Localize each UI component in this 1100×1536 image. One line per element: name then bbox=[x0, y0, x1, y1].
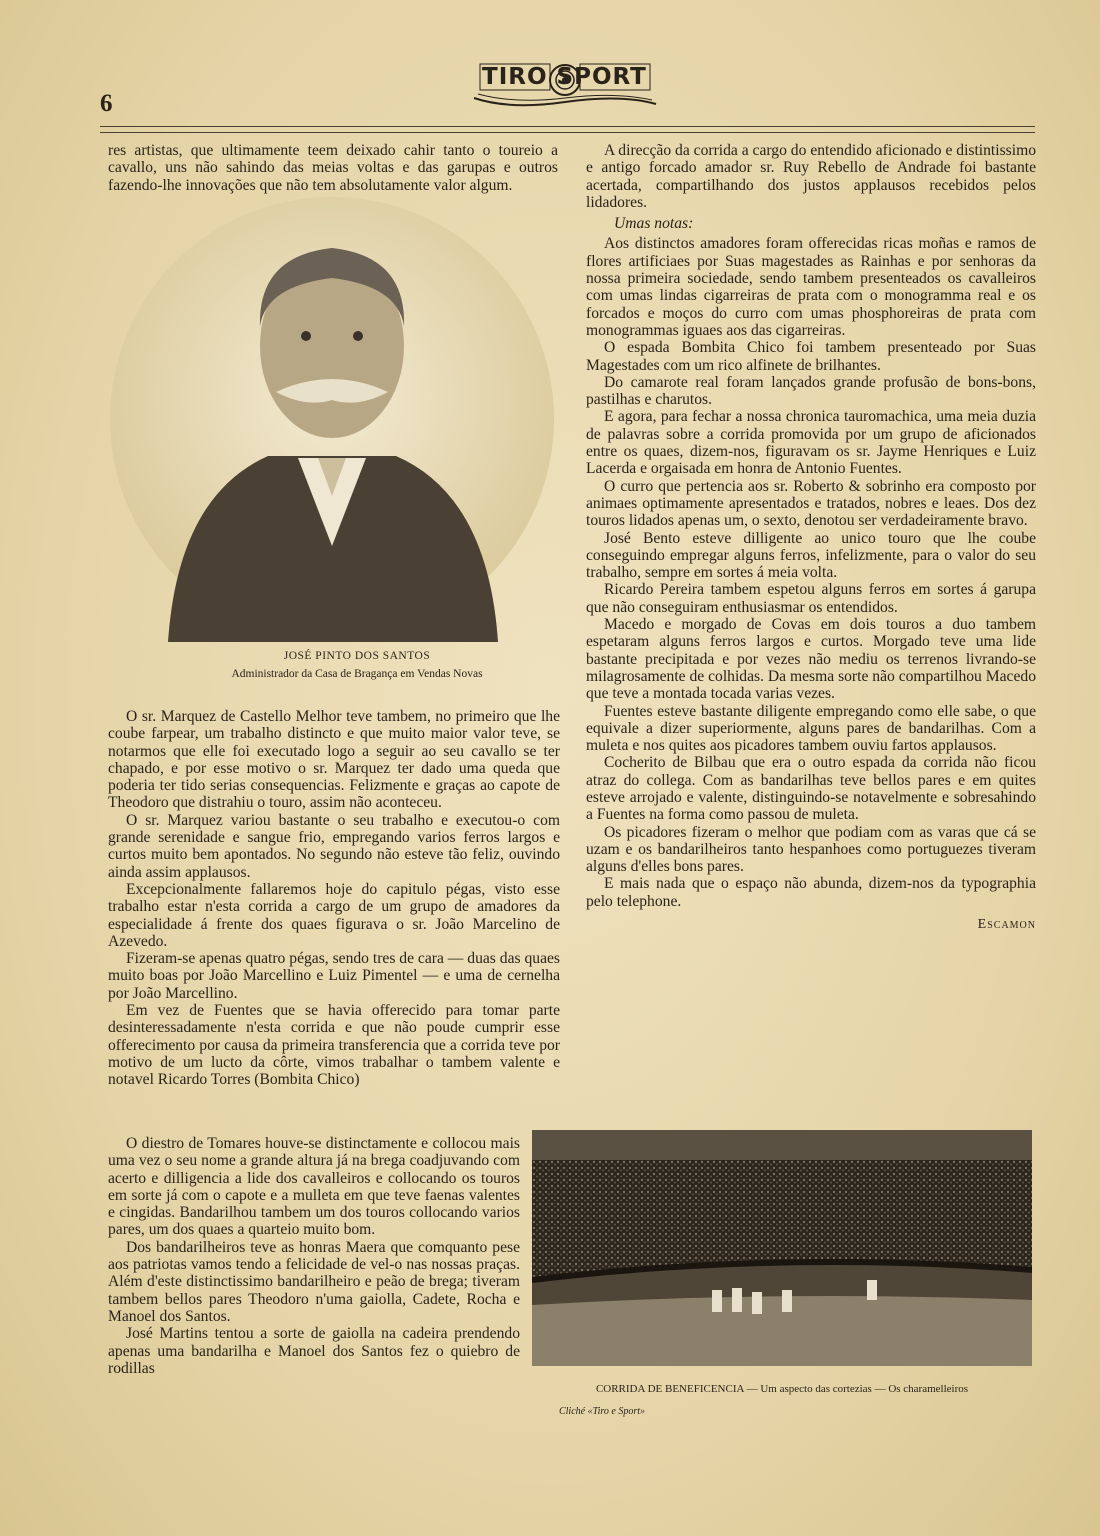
paragraph: Em vez de Fuentes que se havia offerecido para tomar parte desinteressadamente n'esta corrida e que não poude cumprir esse offerecimento por causa da primeira transferencia que a corrida teve por motivo de um lucto da côrte, vimos trabalhar o tambem valente e notavel Ricardo Torres (Bombita Chico) bbox=[108, 1002, 560, 1089]
paragraph: José Bento esteve dilligente ao unico touro que lhe coube conseguindo empregar alguns ferros, infelizmente, para o valor do seu trabalho, sempre em sortes á meia volta. bbox=[586, 529, 1036, 582]
photo-caption: CORRIDA DE BENEFICENCIA — Um aspecto das cortezias — Os charamelleiros bbox=[595, 1383, 969, 1395]
photo-credit: Cliché «Tiro e Sport» bbox=[558, 1406, 646, 1417]
bullring-photo bbox=[532, 1130, 1032, 1366]
author-signature: Escamon bbox=[977, 917, 1036, 933]
paragraph: Ricardo Pereira tambem espetou alguns ferros em sortes á garupa que não conseguiram enthusiasmar os entendidos. bbox=[586, 581, 1036, 616]
paragraph: Macedo e morgado de Covas em dois touros a duo tambem espetaram alguns ferros largos e curtos. Morgado teve uma lide bastante precipitada e por vezes não mediu os terrenos livrando-se milagrosamente de colhidas. Da mesma sorte não compartilhou Macedo que teve a montada tocada varias vezes. bbox=[586, 616, 1036, 703]
paragraph: res artistas, que ultimamente teem deixado cahir tanto o toureio a cavallo, uns não sahindo das meias voltas e das garupas e outros fazendo-lhe innovações que não tem absolutamente valor algum. bbox=[108, 142, 558, 194]
left-column-article bbox=[108, 708, 560, 1089]
paragraph: O diestro de Tomares houve-se distinctamente e collocou mais uma vez o seu nome a grande altura já na brega coadjuvando com acerto e dilligencia a lide dos cavalleiros e collocando os touros em sorte já com o capote e a mulleta em que teve faenas valentes e cingidas. Bandarilhou tambem um dos touros collocando varios pares, um dos quaes a quarteio muito bom. bbox=[108, 1135, 520, 1239]
right-column-article bbox=[586, 142, 1036, 933]
paragraph: O espada Bombita Chico foi tambem presenteado por Suas Magestades com um rico alfinete de brilhantes. bbox=[586, 339, 1036, 374]
portrait-caption-subtitle: Administrador da Casa de Bragança em Vendas Novas bbox=[231, 668, 483, 680]
masthead-title: TIRO SPORT bbox=[482, 64, 647, 90]
portrait-caption-name: JOSÉ PINTO DOS SANTOS bbox=[283, 650, 431, 662]
notes-heading: Umas notas: bbox=[614, 215, 694, 233]
paragraph: Os picadores fizeram o melhor que podiam com as varas que cá se uzam e os bandarilheiros tanto hespanhoes como portuguezes tiveram alguns d'elles bons pares. bbox=[586, 823, 1036, 876]
paragraph: Dos bandarilheiros teve as honras Maera que comquanto pese aos patriotas vamos tendo a felicidade de vel-o nas nossas praças. Além d'este distinctissimo bandarilheiro e peão de brega; tiveram tambem bellos pares Theodoro n'uma gaiolla, Cadete, Rocha e Manoel dos Santos. bbox=[108, 1238, 520, 1325]
paragraph: A direcção da corrida a cargo do entendido aficionado e distintissimo e antigo forcado amador sr. Ruy Rebello de Andrade foi bastante acertada, compartilhando dos justos applausos recebidos pelos lidadores. bbox=[586, 142, 1036, 211]
paragraph: Fuentes esteve bastante diligente empregando como elle sabe, o que equivale a dizer superiormente, alguns pares de bandarilhas. Com a muleta e nos quites aos picadores tambem ouviu fartos applausos. bbox=[586, 702, 1036, 755]
paragraph: Fizeram-se apenas quatro pégas, sendo tres de cara — duas das quaes muito boas por João Marcellino e Luiz Pimentel — e uma de cernelha por João Marcellino. bbox=[108, 950, 560, 1002]
paragraph: Aos distinctos amadores foram offerecidas ricas moñas e ramos de flores artificiaes por Suas magestades as Rainhas e por senhoras da nossa primeira sociedade, sendo tambem presenteados os cavalleiros com umas lindas cigarreiras de prata com o monogramma real e os forcados e moços do curro com umas phosphoreiras de prata com monogrammas iguaes aos das cigarreiras. bbox=[586, 235, 1036, 339]
portrait-photo bbox=[108, 196, 556, 642]
paragraph: Cocherito de Bilbau que era o outro espada da corrida não ficou atraz do collega. Com as bandarilhas teve bellos pares e em quites esteve arrojado e valente, distinguindo-se notavelmente e sobresahindo a Fuentes na forma como passou de muleta. bbox=[586, 754, 1036, 824]
header-rule bbox=[100, 126, 1035, 133]
left-column-intro bbox=[108, 142, 558, 194]
paragraph: Do camarote real foram lançados grande profusão de bons-bons, pastilhas e charutos. bbox=[586, 373, 1036, 409]
paragraph: Excepcionalmente fallaremos hoje do capitulo pégas, visto esse trabalho estar n'esta corrida a cargo de um grupo de amadores da especialidade á frente dos quaes figurava o sr. João Marcelino de Azevedo. bbox=[108, 880, 560, 950]
paragraph: O sr. Marquez de Castello Melhor teve tambem, no primeiro que lhe coube farpear, um trabalho distincto e que muito maior valor teve, se notarmos que elle foi executado logo a seguir ao seu cavallo se ter chapado, e por esse motivo o sr. Marquez ter dado uma queda que poderia ter tido serias consequencias. Felizmente e graças ao capote de Theodoro que distrahiu o touro, assim não aconteceu. bbox=[108, 708, 560, 812]
page-number: 6 bbox=[100, 90, 113, 117]
paragraph: José Martins tentou a sorte de gaiolla na cadeira prendendo apenas uma bandarilha e Manoel dos Santos fez o quiebro de rodillas bbox=[108, 1325, 520, 1377]
paragraph: O sr. Marquez variou bastante o seu trabalho e executou-o com grande serenidade e sangue frio, empregando varios ferros largos e curtos muito bem apontados. No segundo não esteve tão feliz, ouvindo ainda assim applausos. bbox=[108, 811, 560, 881]
paragraph: O curro que pertencia aos sr. Roberto & sobrinho era composto por animaes optimamente apresentados e tratados, nobres e leaes. Dos dez touros lidados apenas um, o sexto, denotou ser verdadeiramente bravo. bbox=[586, 477, 1036, 530]
paragraph: E mais nada que o espaço não abunda, dizem-nos da typographia pelo telephone. bbox=[586, 875, 1036, 910]
left-column-article-continued bbox=[108, 1135, 520, 1377]
masthead-logo bbox=[470, 58, 660, 110]
paragraph: E agora, para fechar a nossa chronica tauromachica, uma meia duzia de palavras sobre a corrida promovida por um grupo de aficionados entre os quaes, dizem-nos, figuravam os sr. Jayme Henriques e Luiz Lacerda e orgaisada em honra de Antonio Fuentes. bbox=[586, 408, 1036, 478]
